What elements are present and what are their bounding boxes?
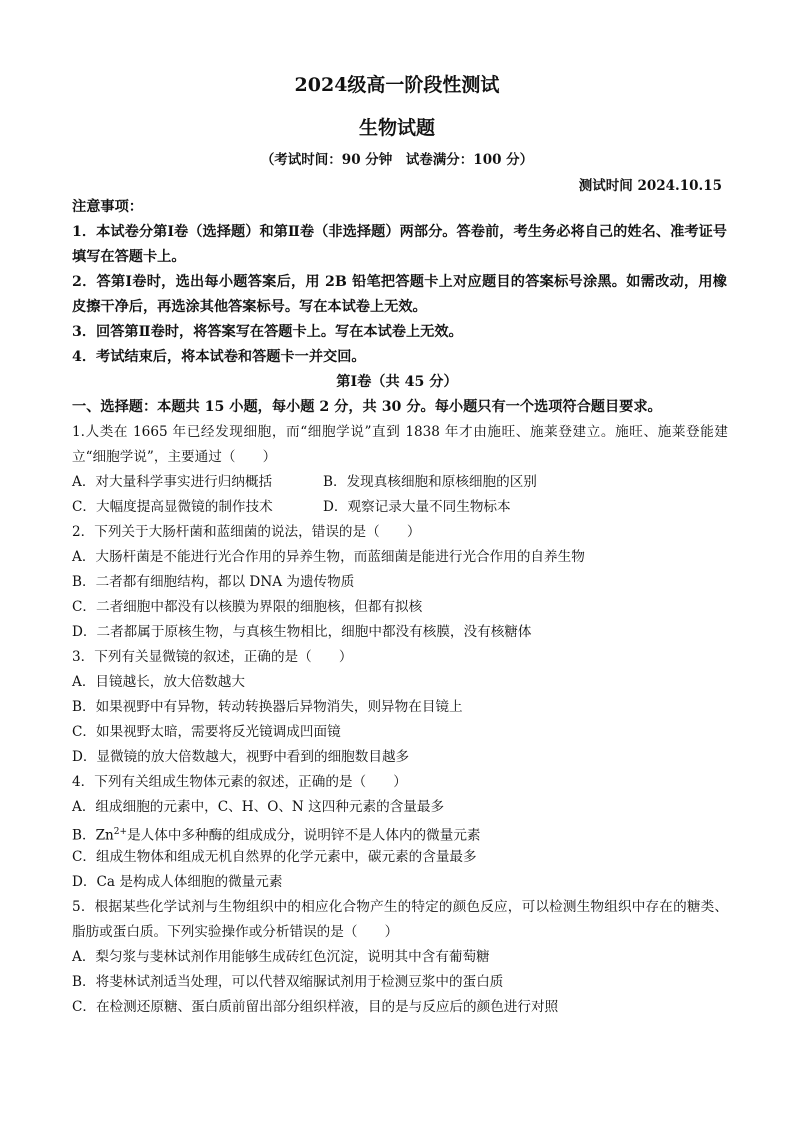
notice-item-4: 4．考试结束后，将本试卷和答题卡一并交回。 <box>72 349 366 365</box>
section-title: 第Ⅰ卷（共 45 分） <box>336 374 458 390</box>
exam-title: 2024级高一阶段性测试 <box>294 74 500 96</box>
notice-item-2: 2．答第Ⅰ卷时，选出每小题答案后，用 2B 铅笔把答题卡上对应题目的答案标号涂黑。如需改动，用橡皮擦干净后，再选涂其他答案标号。写在本试卷上无效。 <box>72 274 727 315</box>
test-date: 测试时间 2024.10.15 <box>578 178 722 194</box>
question-2-option-c: C．二者细胞中都没有以核膜为界限的细胞核，但都有拟核 <box>72 599 423 615</box>
question-1-option-c: C．大幅度提高显微镜的制作技术 <box>72 499 273 515</box>
option-b-text: 是人体中多种酶的组成成分，说明锌不是人体内的微量元素 <box>127 827 481 844</box>
question-4-stem: 4．下列有关组成生物体元素的叙述，正确的是（ ） <box>72 774 407 790</box>
section-instruction: 一、选择题：本题共 15 小题，每小题 2 分，共 30 分。每小题只有一个选项符合题目要求。 <box>72 399 662 415</box>
question-1-option-a: A．对大量科学事实进行归纳概括 <box>72 474 273 490</box>
subject-title: 生物试题 <box>358 117 435 139</box>
zinc-ion-charge: 2+ <box>113 827 128 837</box>
option-b-prefix: B．Zn <box>72 827 114 844</box>
question-2-option-b: B．二者都有细胞结构，都以 DNA 为遗传物质 <box>72 574 355 590</box>
question-3-option-a: A．目镜越长，放大倍数越大 <box>72 674 245 690</box>
question-5-option-c: C．在检测还原糖、蛋白质前留出部分组织样液，目的是与反应后的颜色进行对照 <box>72 999 559 1015</box>
question-1-option-b: B．发现真核细胞和原核细胞的区别 <box>323 474 537 490</box>
question-3-option-c: C．如果视野太暗，需要将反光镜调成凹面镜 <box>72 724 341 740</box>
question-4-option-d: D．Ca 是构成人体细胞的微量元素 <box>72 874 283 890</box>
notice-item-3: 3．回答第Ⅱ卷时，将答案写在答题卡上。写在本试卷上无效。 <box>72 324 463 340</box>
exam-info: （考试时间：90 分钟 试卷满分：100 分） <box>260 152 534 168</box>
question-5-stem: 5．根据某些化学试剂与生物组织中的相应化合物产生的特定的颜色反应，可以检测生物组织中存在的糖类、脂肪或蛋白质。下列实验操作或分析错误的是（ ） <box>72 899 728 940</box>
question-1-stem: 1.人类在 1665 年已经发现细胞，而“细胞学说”直到 1838 年才由施旺、施莱登建立。施旺、施莱登能建立“细胞学说”，主要通过（ ） <box>72 424 728 465</box>
notice-heading: 注意事项： <box>72 199 143 215</box>
question-3-stem: 3．下列有关显微镜的叙述，正确的是（ ） <box>72 649 353 665</box>
question-2-stem: 2．下列关于大肠杆菌和蓝细菌的说法，错误的是（ ） <box>72 524 421 540</box>
question-2-option-d: D．二者都属于原核生物，与真核生物相比，细胞中都没有核膜，没有核糖体 <box>72 624 532 640</box>
question-2-option-a: A．大肠杆菌是不能进行光合作用的异养生物，而蓝细菌是能进行光合作用的自养生物 <box>72 549 585 565</box>
notice-item-1: 1．本试卷分第Ⅰ卷（选择题）和第Ⅱ卷（非选择题）两部分。答卷前，考生务必将自己的姓名、准考证号填写在答题卡上。 <box>72 224 727 265</box>
question-3-option-d: D．显微镜的放大倍数越大，视野中看到的细胞数目越多 <box>72 749 410 765</box>
question-3-option-b: B．如果视野中有异物，转动转换器后异物消失，则异物在目镜上 <box>72 699 463 715</box>
question-4-option-c: C．组成生物体和组成无机自然界的化学元素中，碳元素的含量最多 <box>72 849 477 865</box>
question-1-option-d: D．观察记录大量不同生物标本 <box>323 499 511 515</box>
question-5-option-b: B．将斐林试剂适当处理，可以代替双缩脲试剂用于检测豆浆中的蛋白质 <box>72 974 504 990</box>
question-4-option-a: A．组成细胞的元素中，C、H、O、N 这四种元素的含量最多 <box>72 799 445 815</box>
question-5-option-a: A．梨匀浆与斐林试剂作用能够生成砖红色沉淀，说明其中含有葡萄糖 <box>72 949 490 965</box>
